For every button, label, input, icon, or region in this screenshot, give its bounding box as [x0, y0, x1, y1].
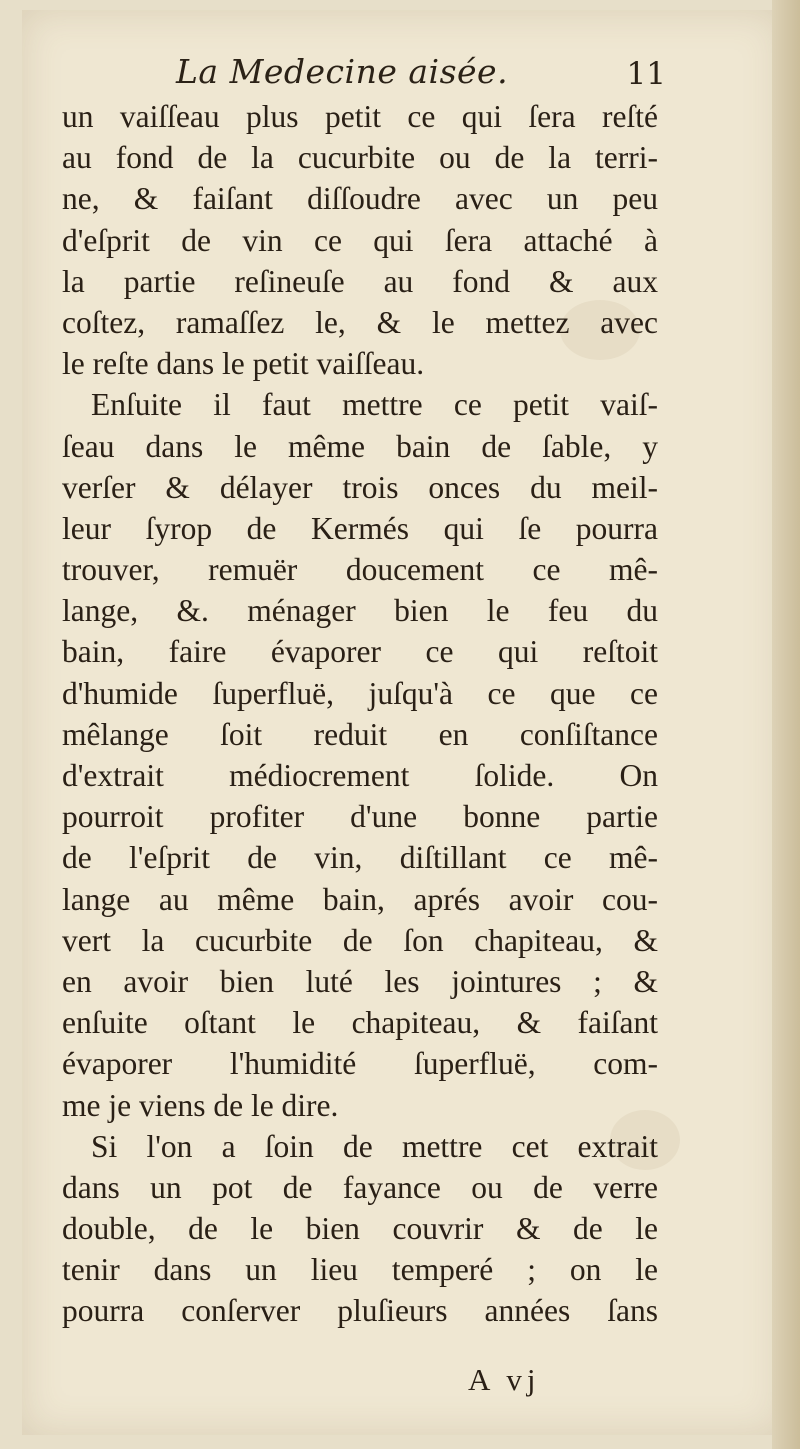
text-line: évaporer l'humidité ſuperfluë, com-	[62, 1046, 658, 1082]
text-line: dans un pot de fayance ou de verre	[62, 1169, 658, 1205]
text-line: pourra conſerver pluſieurs années ſans	[62, 1293, 658, 1329]
text-line: me je viens de le dire.	[62, 1087, 339, 1123]
paragraph-1	[62, 96, 658, 384]
text-line: ne, & faiſant diſſoudre avec un peu	[62, 181, 658, 217]
text-line: un vaiſſeau plus petit ce qui ſera reſté	[62, 99, 658, 134]
page-number: 11	[626, 56, 666, 92]
text-line: d'eſprit de vin ce qui ſera attaché à	[62, 222, 658, 258]
text-line: bain, faire évaporer ce qui reſtoit	[62, 634, 658, 670]
text-line: au fond de la cucurbite ou de la terri-	[62, 140, 658, 176]
text-line: trouver, remuër doucement ce mê-	[62, 552, 658, 588]
text-line: double, de le bien couvrir & de le	[62, 1211, 658, 1247]
text-line: Enſuite il faut mettre ce petit vaiſ-	[91, 387, 658, 423]
text-line: le reſte dans le petit vaiſſeau.	[62, 346, 425, 382]
text-line: coſtez, ramaſſez le, & le mettez avec	[62, 304, 658, 340]
paragraph-3	[62, 1126, 658, 1332]
text-line: lange au même bain, aprés avoir cou-	[62, 881, 658, 917]
text-line: d'extrait médiocrement ſolide. On	[62, 758, 658, 793]
body-text	[62, 96, 658, 1332]
text-line: pourroit profiter d'une bonne partie	[62, 799, 658, 835]
text-line: de l'eſprit de vin, diſtillant ce mê-	[62, 840, 658, 876]
text-line: en avoir bien luté les jointures ; &	[62, 963, 658, 999]
text-line: d'humide ſuperfluë, juſqu'à ce que ce	[62, 675, 658, 711]
text-line: enſuite oſtant le chapiteau, & faiſant	[62, 1005, 658, 1041]
text-line: mêlange ſoit reduit en conſiſtance	[62, 716, 658, 752]
text-line: la partie reſineuſe au fond & aux	[62, 263, 658, 299]
text-line: tenir dans un lieu temperé ; on le	[62, 1252, 658, 1288]
paragraph-2	[62, 384, 658, 1125]
page-header	[176, 52, 666, 102]
page-edge	[772, 0, 800, 1449]
text-line: leur ſyrop de Kermés qui ſe pourra	[62, 510, 658, 546]
running-title: La Medecine aisée.	[176, 52, 509, 91]
text-line: verſer & délayer trois onces du meil-	[62, 469, 658, 505]
text-line: vert la cucurbite de ſon chapiteau, &	[62, 922, 658, 958]
text-line: lange, &. ménager bien le feu du	[62, 593, 658, 629]
text-line: ſeau dans le même bain de ſable, y	[62, 428, 658, 464]
text-line: Si l'on a ſoin de mettre cet extrait	[91, 1128, 658, 1164]
signature-mark: A vj	[468, 1362, 541, 1397]
